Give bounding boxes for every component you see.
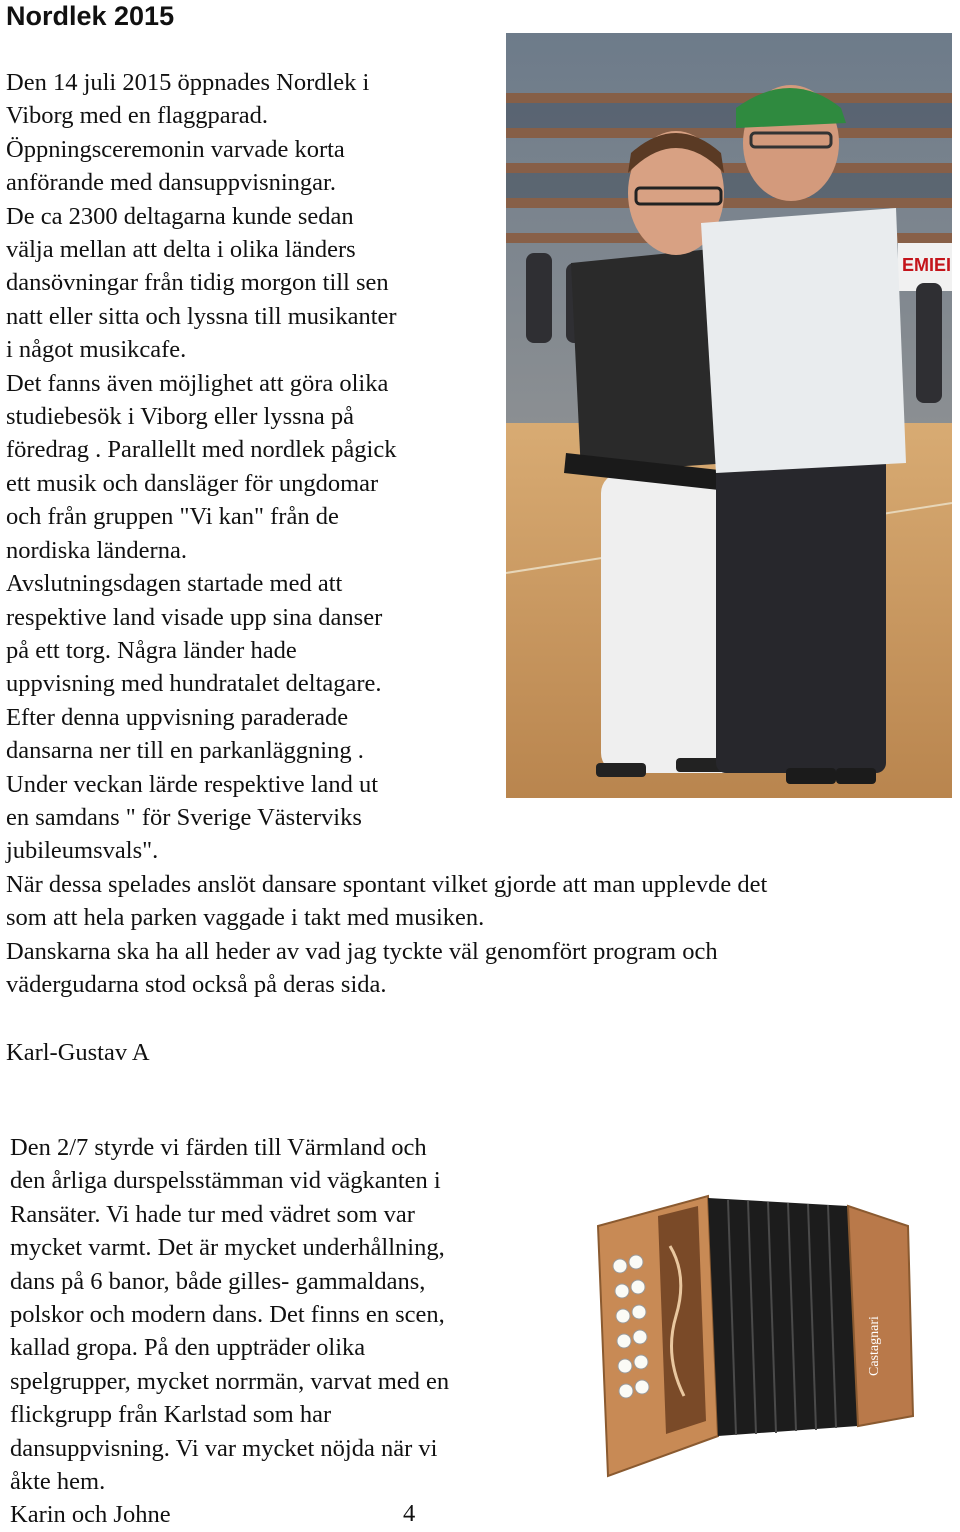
text-line: kallad gropa. På den uppträder olika	[10, 1334, 366, 1362]
text-line: uppvisning med hundratalet deltagare.	[6, 670, 382, 698]
text-line: Den 14 juli 2015 öppnades Nordlek i	[6, 69, 370, 96]
text-line: och från gruppen "Vi kan" från de	[6, 503, 339, 531]
text-line: dansövningar från tidig morgon till sen	[6, 269, 389, 297]
photo-banner-text: EMIEI	[902, 255, 952, 275]
text-line: ett musik och dansläger för ungdomar	[6, 469, 379, 497]
text-line: Under veckan lärde respektive land ut	[6, 770, 379, 798]
text-line: Ransäter. Vi hade tur med vädret som var	[10, 1200, 415, 1228]
text-line: Öppningsceremonin varvade korta	[6, 135, 345, 163]
article-ransater	[10, 1131, 570, 1532]
text-line: nordiska länderna.	[6, 536, 187, 564]
accordion-image	[578, 1186, 930, 1486]
text-line: respektive land visade upp sina danser	[6, 603, 383, 631]
text-line: natt eller sitta och lyssna till musikanter	[6, 302, 397, 330]
article-nordlek-wide	[6, 868, 956, 1002]
text-line: en samdans " för Sverige Västerviks	[6, 803, 362, 831]
signature-karl-gustav: Karl-Gustav A	[6, 1039, 150, 1066]
text-line: mycket varmt. Det är mycket underhållning,	[10, 1234, 445, 1262]
photo-couple-at-nordlek	[506, 33, 952, 798]
text-line: studiebesök i Viborg eller lyssna på	[6, 403, 355, 431]
text-line: flickgrupp från Karlstad som har	[10, 1401, 332, 1429]
text-line: dansarna ner till en parkanläggning .	[6, 737, 364, 765]
text-line: När dessa spelades anslöt dansare spontant vilket gjorde att man upplevde det	[6, 871, 768, 898]
text-line: Efter denna uppvisning paraderade	[6, 703, 349, 731]
text-line: spelgrupper, mycket norrmän, varvat med en	[10, 1367, 450, 1395]
text-line: Avslutningsdagen startade med att	[6, 570, 343, 598]
text-line: jubileumsvals".	[6, 837, 159, 865]
text-line: i något musikcafe.	[6, 336, 187, 364]
text-line: välja mellan att delta i olika länders	[6, 236, 356, 264]
text-line: som att hela parken vaggade i takt med musiken.	[6, 904, 485, 932]
text-line: vädergudarna stod också på deras sida.	[6, 971, 387, 999]
text-line: Det fanns även möjlighet att göra olika	[6, 369, 389, 397]
text-line: Den 2/7 styrde vi färden till Värmland och	[10, 1134, 427, 1161]
text-line: dans på 6 banor, både gilles- gammaldans,	[10, 1267, 426, 1295]
accordion-brand: Castagnari	[867, 1316, 882, 1376]
text-line: åkte hem.	[10, 1468, 106, 1496]
text-line: De ca 2300 deltagarna kunde sedan	[6, 202, 354, 230]
text-line: den årliga durspelsstämman vid vägkanten i	[10, 1167, 441, 1195]
page-number: 4	[403, 1500, 416, 1527]
text-line: föredrag . Parallellt med nordlek pågick	[6, 436, 397, 464]
text-line: Viborg med en flaggparad.	[6, 102, 269, 130]
text-line: dansuppvisning. Vi var mycket nöjda när vi	[10, 1434, 438, 1462]
text-line: anförande med dansuppvisningar.	[6, 169, 336, 197]
text-line: polskor och modern dans. Det finns en scen,	[10, 1301, 445, 1329]
article-nordlek-column	[6, 66, 506, 868]
text-line: på ett torg. Några länder hade	[6, 636, 297, 664]
text-line: Danskarna ska ha all heder av vad jag tyckte väl genomfört program och	[6, 937, 718, 965]
signature-karin-johne: Karin och Johne	[10, 1501, 171, 1529]
page-title: Nordlek 2015	[6, 1, 175, 31]
